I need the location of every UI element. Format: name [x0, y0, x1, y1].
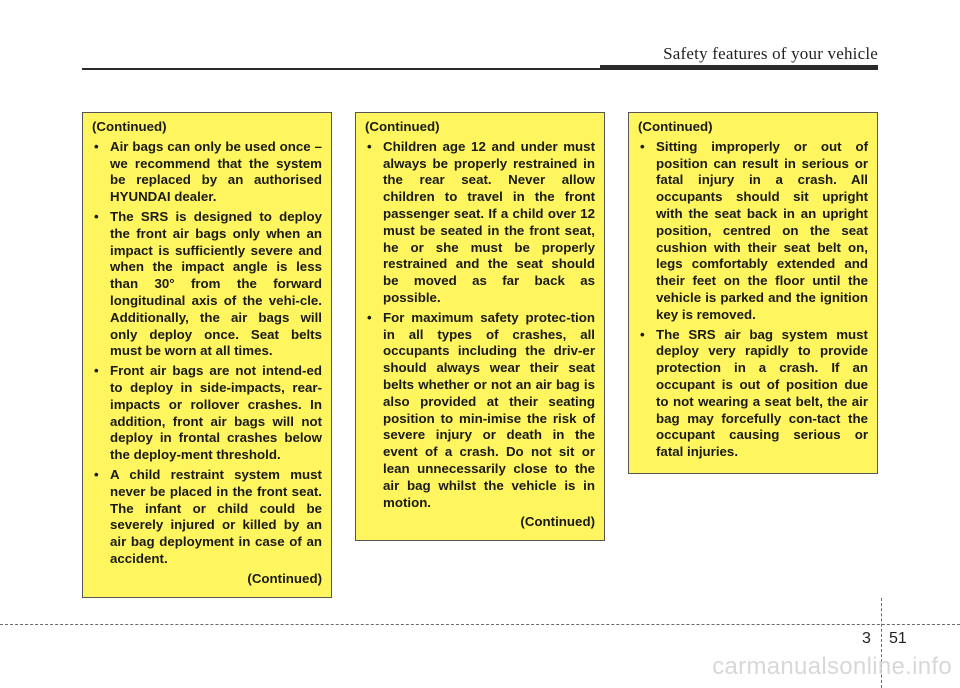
bullet-icon: •: [640, 138, 645, 154]
warning-box-3: [628, 112, 878, 474]
bullet-text: The SRS air bag system must deploy very rapidly to provide protection in a crash. If an occupant is out of position due to not wearing a seat belt, the air bag may forcefully con-tact the occupant causing serious or fatal injuries.: [656, 326, 868, 460]
bullet-item: [92, 139, 322, 206]
bullet-text: Sitting improperly or out of position can result in serious or fatal injury in a crash. All occupants should sit upright with the seat back in an upright position, centred on the seat cushion with their seat belt on, legs comfortably extended and their feet on the floor until the vehicle is parked and the ignition key is removed.: [656, 138, 868, 322]
footer-dashed-rule: [0, 624, 960, 625]
bullet-text: For maximum safety protec-tion in all types of crashes, all occupants including the driv-er should always wear their seat belts whether or not an air bag is also provided at their seating position to min-imise the risk of severe injury or death in the event of a crash. Do not sit or lean unnecessarily close to the air bag whilst the vehicle is in motion.: [383, 309, 595, 510]
bullet-text: A child restraint system must never be placed in the front seat. The infant or child could be severely injured or killed by an air bag deployment in case of an accident.: [110, 466, 322, 566]
bullet-item: [365, 310, 595, 512]
continued-label: (Continued): [247, 570, 322, 586]
bullet-text: The SRS is designed to deploy the front air bags only when an impact is sufficiently severe and when the impact angle is less than 30° from the forward longitudinal axis of the vehi-cle. Additionally, the air bags will only deploy once. Seat belts must be worn at all times.: [110, 208, 322, 359]
header-rule-accent: [600, 65, 878, 70]
page-header-title: Safety features of your vehicle: [663, 44, 878, 63]
chapter-number: 3: [862, 630, 871, 647]
watermark-text: carmanualsonline.info: [712, 653, 952, 680]
bullet-icon: •: [94, 466, 99, 482]
bullet-text: Front air bags are not intend-ed to deploy in side-impacts, rear-impacts or rollover crashes. In addition, front air bags will not deploy in frontal crashes below the deploy-ment threshold.: [110, 363, 322, 463]
bullet-item: [92, 363, 322, 464]
continued-label: (Continued): [638, 119, 713, 134]
bullet-icon: •: [640, 326, 645, 342]
bullet-text: Air bags can only be used once – we recommend that the system be replaced by an authorised HYUNDAI dealer.: [110, 138, 322, 205]
bullet-icon: •: [94, 208, 99, 224]
warning-box-2: [355, 112, 605, 541]
bullet-icon: •: [94, 138, 99, 154]
bullet-item: [638, 139, 868, 324]
bullet-icon: •: [94, 363, 99, 379]
bullet-text: Children age 12 and under must always be properly restrained in the rear seat. Never allow children to travel in the front passenger seat. If a child over 12 must be seated in the front seat, he or she must be properly restrained and the seat should be moved as far back as possible.: [383, 138, 595, 305]
continued-label: (Continued): [365, 119, 440, 134]
bullet-icon: •: [367, 309, 372, 325]
bullet-icon: •: [367, 138, 372, 154]
continued-label: (Continued): [520, 514, 595, 530]
bullet-item: [92, 209, 322, 360]
bullet-item: [638, 327, 868, 461]
bullet-item: [92, 467, 322, 568]
warning-box-1: [82, 112, 332, 598]
page-number: 51: [889, 630, 907, 647]
bullet-item: [365, 139, 595, 307]
continued-label: (Continued): [92, 119, 167, 134]
